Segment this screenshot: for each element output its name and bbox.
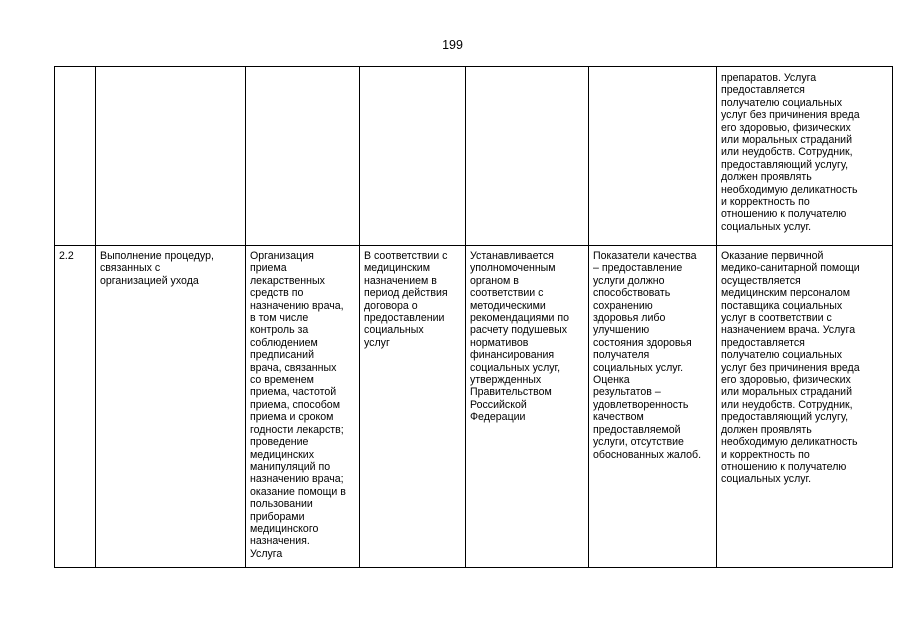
- cell-service-term: [360, 67, 466, 246]
- cell-service-conditions: Оказание первичной медико-санитарной помощи осуществляется медицинским персоналом поставщика социальных услуг в соответствии с назначением врача. Услуга предоставляется получателю социальных услуг без причинения вреда его здоровью, физических или моральных страданий или неудобств. Сотрудник, предоставляющий услугу, должен проявлять необходимую деликатность и корректность по отношению к получателю социальных услуг.: [717, 246, 893, 568]
- cell-quality-indicators: [589, 67, 717, 246]
- cell-number: [55, 67, 96, 246]
- cell-service-name: [96, 67, 246, 246]
- cell-service-norm: [466, 67, 589, 246]
- table-row: [55, 67, 893, 246]
- cell-service-conditions: препаратов. Услуга предоставляется получателю социальных услуг без причинения вреда его здоровью, физических или моральных страданий или неудобств. Сотрудник, предоставляющий услугу, должен проявлять необходимую деликатность и корректность по отношению к получателю социальных услуг.: [717, 67, 893, 246]
- cell-number: 2.2: [55, 246, 96, 568]
- cell-service-description: [246, 67, 360, 246]
- services-table: [54, 66, 893, 568]
- cell-service-name: Выполнение процедур, связанных с организацией ухода: [96, 246, 246, 568]
- page-number: 199: [442, 38, 463, 52]
- cell-service-term: В соответствии с медицинским назначением в период действия договора о предоставлении социальных услуг: [360, 246, 466, 568]
- cell-service-description: Организация приема лекарственных средств по назначению врача, в том числе контроль за соблюдением предписаний врача, связанных со временем приема, частотой приема, способом приема и сроком годности лекарств; проведение медицинских манипуляций по назначению врача; оказание помощи в пользовании приборами медицинского назначения. Услуга: [246, 246, 360, 568]
- cell-quality-indicators: Показатели качества – предоставление услуги должно способствовать сохранению здоровья либо улучшению состояния здоровья получателя социальных услуг. Оценка результатов – удовлетворенность качеством предоставляемой услуги, отсутствие обоснованных жалоб.: [589, 246, 717, 568]
- cell-service-norm: Устанавливается уполномоченным органом в соответствии с методическими рекомендациями по расчету подушевых нормативов финансирования социальных услуг, утвержденных Правительством Российской Федерации: [466, 246, 589, 568]
- table-row: [55, 246, 893, 568]
